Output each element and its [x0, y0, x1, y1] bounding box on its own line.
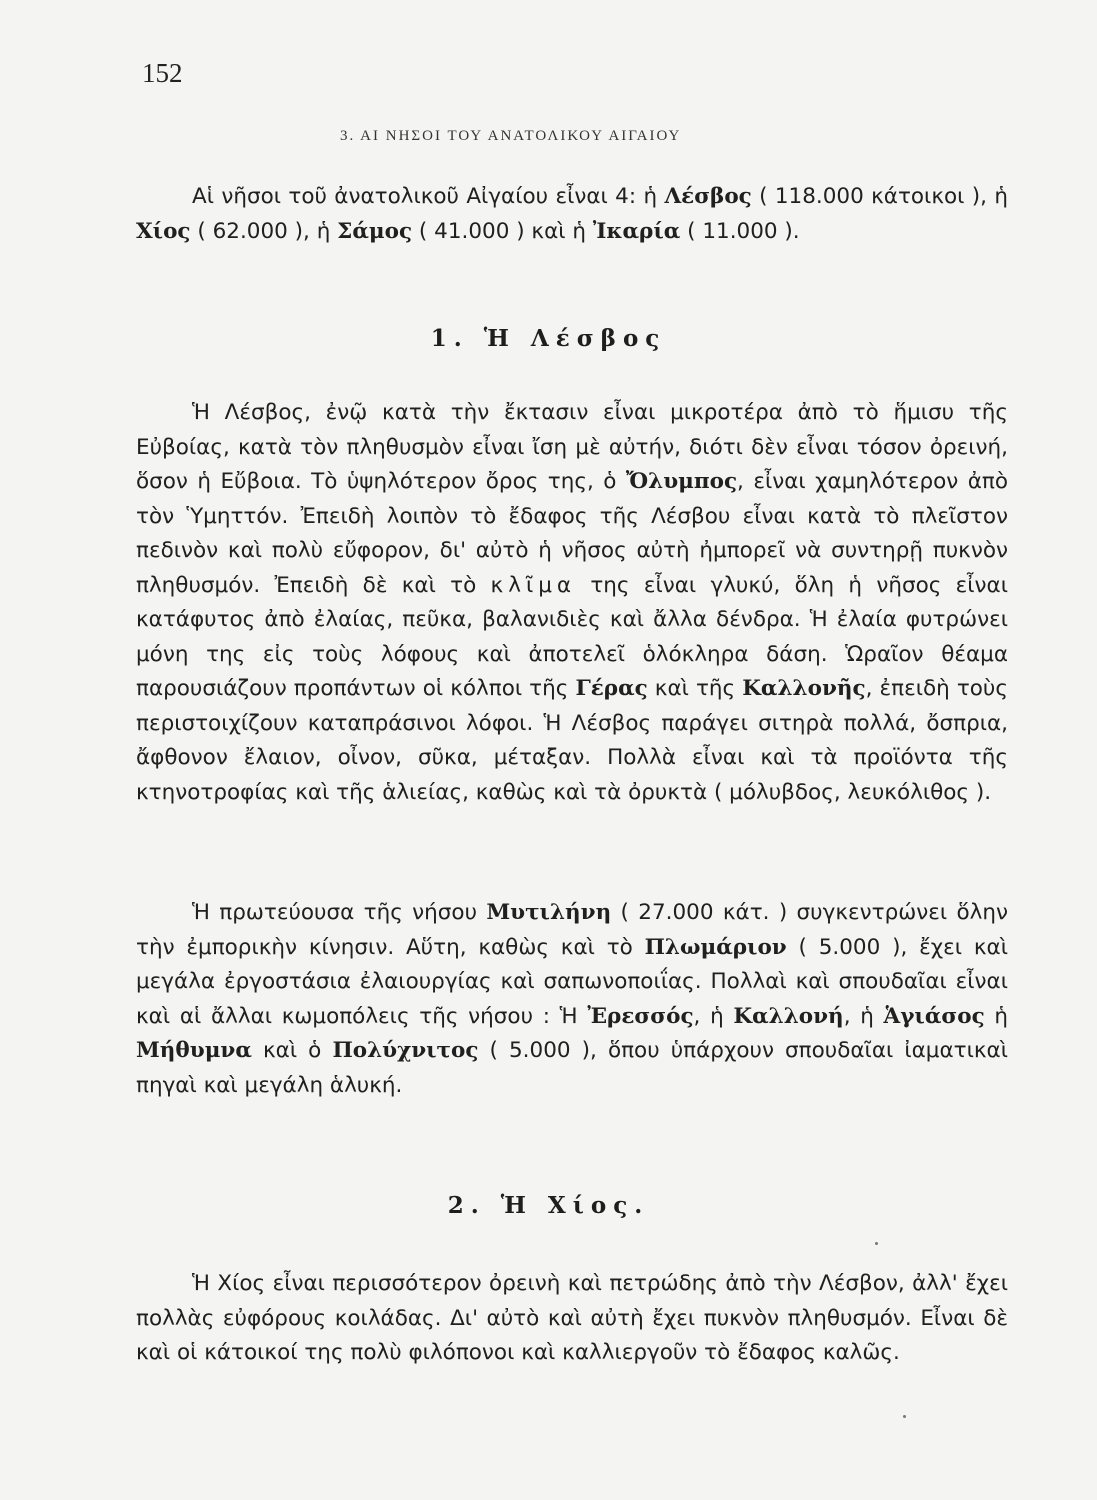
island-samos: Σάμος: [337, 218, 413, 244]
body-text: Ἡ πρωτεύουσα τῆς νήσου: [192, 900, 487, 925]
town-mytilini: Μυτιλήνη: [486, 900, 612, 925]
body-text: ἡ: [984, 1003, 1008, 1029]
island-ikaria: Ἰκαρία: [592, 218, 681, 244]
island-chios: Χίος: [136, 218, 191, 244]
gulf-geras: Γέρας: [575, 676, 648, 701]
body-text: καὶ ὁ: [251, 1038, 333, 1063]
section-heading-chios: 2. Ἡ Χίος.: [447, 1192, 650, 1219]
intro-text: ( 62.000 ), ἡ: [190, 218, 338, 244]
town-eresos: Ἐρεσσός: [587, 1003, 694, 1029]
body-text: ( 5.000 ), ὅπου ὑπάρχουν σπουδαῖαι ἰαματικαὶ πηγαὶ καὶ μεγάλη ἁλυκή.: [136, 1038, 1008, 1098]
page-number: 152: [142, 58, 183, 88]
island-lesvos: Λέσβος: [664, 184, 752, 209]
chios-paragraph: [136, 1267, 1008, 1371]
body-text: καὶ τῆς: [647, 676, 743, 701]
print-speck: [903, 1415, 906, 1418]
intro-paragraph: [136, 180, 1008, 249]
intro-text: ( 118.000 κάτοικοι ), ἡ: [751, 184, 1008, 209]
intro-text: ( 11.000 ).: [680, 218, 800, 244]
town-mithymna: Μήθυμνα: [136, 1038, 252, 1063]
body-text: , ἡ: [843, 1003, 884, 1029]
town-plomari: Πλωμάριον: [644, 934, 787, 960]
town-agiasos: Ἁγιάσος: [883, 1003, 985, 1029]
intro-text: ( 41.000 ) καὶ ἡ: [412, 218, 593, 244]
body-text: Ἡ Λέσβος, ἐνῷ κατὰ τὴν ἔκτασιν εἶναι μικροτέρα ἀπὸ τὸ ἥμισυ τῆς Εὐβοίας, κατὰ τὸν πληθυσμὸν εἶναι ἴση μὲ αὐτήν, διότι δὲν εἶναι τόσον ὀρεινή, ὅσον ἡ Εὔβοια. Τὸ ὑψηλότερον ὄρος της, ὁ: [136, 400, 1008, 494]
body-text: , ἡ: [693, 1003, 734, 1029]
section-heading-lesvos: 1. Ἡ Λέσβος: [430, 325, 667, 352]
lesvos-towns-paragraph: [136, 896, 1008, 1103]
chapter-title: 3. ΑΙ ΝΗΣΟΙ ΤΟΥ ΑΝΑΤΟΛΙΚΟΥ ΑΙΓΑΙΟΥ: [340, 128, 682, 144]
body-text: ( 5.000 ), ἔχει καὶ μεγάλα ἐργοστάσια ἐλαιουργίας καὶ σαπωνοποιΐας. Πολλαὶ καὶ σπουδαῖαι εἶναι καὶ αἱ ἄλλαι κωμοπόλεις τῆς νήσου : Ἡ: [136, 934, 1008, 1029]
body-text: , ἐπειδὴ τοὺς περιστοιχίζουν καταπράσινοι λόφοι. Ἡ Λέσβος παράγει σιτηρὰ πολλά, ὄσπρια, ἄφθονον ἔλαιον, οἶνον, σῦκα, μέταξαν. Πολλὰ εἶναι καὶ τὰ προϊόντα τῆς κτηνοτροφίας καὶ τῆς ἁλιείας, καθὼς καὶ τὰ ὀρυκτὰ ( μόλυβδος, λευκόλιθος ).: [136, 676, 1008, 805]
body-text: ( 27.000 κάτ. ) συγκεντρώνει ὅλην τὴν ἐμπορικὴν κίνησιν. Αὕτη, καθὼς καὶ τὸ: [136, 900, 1008, 960]
print-speck: [875, 1242, 878, 1245]
lesvos-paragraph: [136, 396, 1008, 810]
body-text: , εἶναι χαμηλότερον ἀπὸ τὸν Ὑμηττόν. Ἐπειδὴ λοιπὸν τὸ ἔδαφος τῆς Λέσβου εἶναι κατὰ τὸ πλεῖστον πεδινὸν καὶ πολὺ εὔφορον, δι' αὐτὸ ἡ νῆσος αὐτὴ ἠμπορεῖ νὰ συντηρῇ πυκνὸν πληθυσμόν. Ἐπειδὴ δὲ καὶ τὸ: [136, 469, 1009, 598]
town-kalloni: Καλλονή: [733, 1003, 844, 1029]
gulf-kallonis: Καλλονῆς: [742, 676, 866, 701]
body-text: της εἶναι γλυκύ, ὅλη ἡ νῆσος εἶναι κατάφυτος ἀπὸ ἐλαίας, πεῦκα, βαλανιδιὲς καὶ ἄλλα δένδρα. Ἡ ἐλαία φυτρώνει μόνη της εἰς τοὺς λόφους καὶ ἀποτελεῖ ὁλόκληρα δάση. Ὡραῖον θέαμα παρουσιάζουν προπάντων οἱ κόλποι τῆς: [136, 572, 1008, 701]
town-polichnitos: Πολύχνιτος: [332, 1038, 479, 1063]
mountain-olympos: Ὄλυμπος: [625, 469, 738, 494]
intro-text: Αἱ νῆσοι τοῦ ἀνατολικοῦ Αἰγαίου εἶναι 4: ἡ: [192, 184, 665, 209]
body-text: Ἡ Χίος εἶναι περισσότερον ὀρεινὴ καὶ πετρώδης ἀπὸ τὴν Λέσβον, ἀλλ' ἔχει πολλὰς εὐφόρους κοιλάδας. Δι' αὐτὸ καὶ αὐτὴ ἔχει πυκνὸν πληθυσμόν. Εἶναι δὲ καὶ οἱ κάτοικοί της πολὺ φιλόπονοι καὶ καλλιεργοῦν τὸ ἔδαφος καλῶς.: [136, 1271, 1008, 1365]
spaced-word-klima: κλῖμα: [490, 572, 577, 598]
